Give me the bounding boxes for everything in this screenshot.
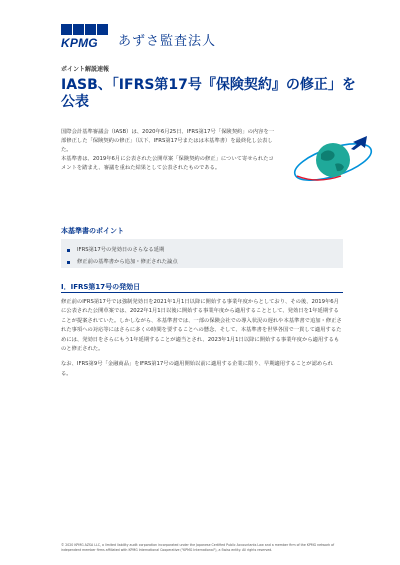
intro-paragraph-1: 国際会計基準審議会（IASB）は、2020年6月25日、IFRS第17号「保険契約」の内容を一部修正した「保険契約の修正」（以下、IFRS第17号またはは本基準書）を最終化し公表した。 (61, 129, 275, 153)
list-item (67, 256, 343, 268)
document-type-label: ポイント解説速報 (61, 66, 110, 73)
key-points-heading: 本基準書のポイント (61, 227, 124, 235)
list-item (67, 244, 343, 256)
key-points-box (61, 239, 343, 268)
key-point-text: IFRS第17号の発効日のさらなる延期 (77, 246, 165, 253)
intro-paragraph-2: 本基準書は、2019年6月に公表された公開草案「保険契約の修正」について寄せられたコメントを踏まえ、審議を重ねた結果として公表されたものである。 (61, 156, 274, 171)
logo-box (61, 24, 72, 35)
intro-text (61, 128, 276, 173)
logo-box (85, 24, 96, 35)
section-1-body (61, 298, 343, 385)
logo-box (73, 24, 84, 35)
kpmg-logo-text: KPMG (61, 36, 98, 50)
globe-plane-illustration (285, 124, 380, 194)
section-1-paragraph-2: なお、IFRS第9号「金融商品」をIFRS第17号の適用開始以前に適用する企業に限り、早期適用することが認められる。 (61, 361, 333, 377)
section-1-heading: I．IFRS第17号の発効日 (61, 283, 141, 291)
key-point-text: 修正前の基準書から追加・修正された論点 (77, 258, 178, 265)
copyright-footer: © 2020 KPMG AZSA LLC, a limited liability audit corporation incorporated under the Japanese Certified Public Accountants Law and a member firm of the KPMG network of independent member firms affiliated with KPMG International Cooperative ("KPMG International"), a Swiss entity. All rights reserved. (61, 543, 335, 552)
square-bullet-icon (67, 261, 70, 264)
square-bullet-icon (67, 249, 70, 252)
section-1-paragraph-1: 修正前のIFRS第17号では強制発効日を2021年1月1日以降に開始する事業年度からとしており、その後、2019年6月に公表された公開草案では、2022年1月1日以後に開始する事業年度から適用することとして、発効日を1年延期することが提案されていた。しかしながら、本基準書では、一部の保険会社での導入状況の遅れや本基準書で追加・修正された事項への対応等にはさらに多くの時間を要することへの懸念、そして、本基準書を世界各国で一貫して適用するためには、発効日をさらにもう1年延期することが適当とされ、2023年1月1日以降に開始する事業年度から適用するものと修正された。 (61, 299, 342, 353)
firm-name: あずさ監査法人 (118, 34, 217, 49)
logo-box (97, 24, 108, 35)
page-title: IASB、「IFRS第17号『保険契約』の修正」を公表 (61, 77, 356, 110)
section-divider (61, 292, 343, 293)
